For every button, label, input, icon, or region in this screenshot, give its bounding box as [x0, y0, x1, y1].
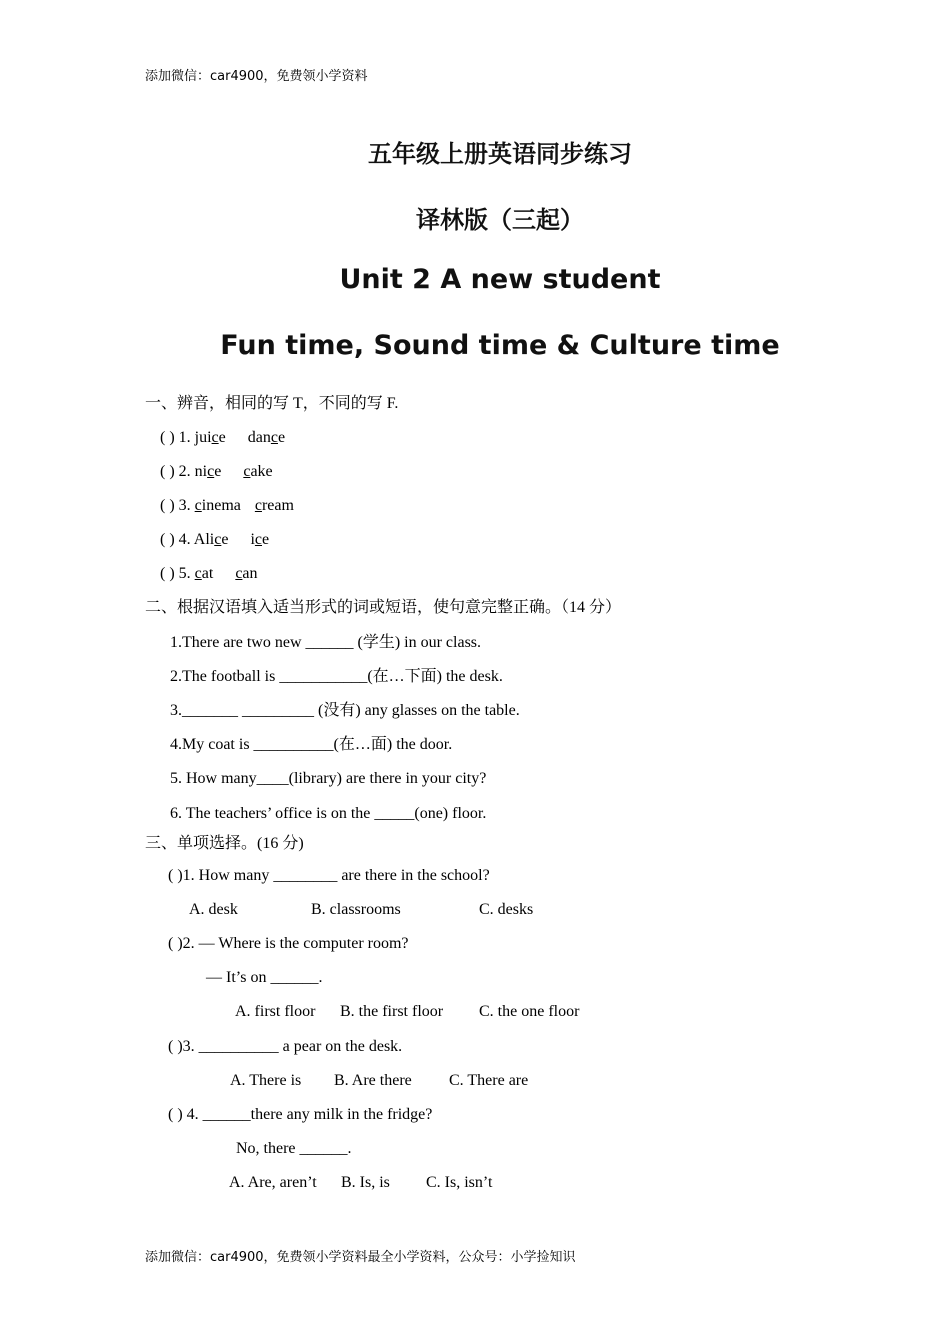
choice-question-2: ( )2. — Where is the computer room?	[168, 935, 409, 952]
worksheet-title: 五年级上册英语同步练习	[368, 140, 632, 168]
q3-option-b: B. Are there	[334, 1072, 412, 1089]
choice-question-4: ( ) 4. ______there any milk in the fridge?	[168, 1106, 433, 1123]
q3-option-a: A. There is	[230, 1072, 302, 1089]
q3-option-c: C. There are	[449, 1072, 529, 1089]
fill-item-4: 4.My coat is __________(在…面) the door.	[170, 736, 453, 753]
sound-item-3: ( ) 3. cinema cream	[160, 497, 294, 514]
fill-item-2: 2.The football is ___________(在…下面) the desk.	[170, 668, 503, 685]
q2-reply: — It’s on ______.	[206, 969, 323, 986]
sound-item-1: ( ) 1. juice dance	[160, 429, 286, 446]
fill-item-1: 1.There are two new ______ (学生) in our class.	[170, 634, 482, 651]
sound-item-4: ( ) 4. Alice ice	[160, 531, 270, 548]
sound-item-2: ( ) 2. nice cake	[160, 463, 273, 480]
q1-option-a: A. desk	[189, 901, 238, 918]
fill-item-5: 5. How many____(library) are there in your city?	[170, 770, 487, 787]
header-note: 添加微信：car4900，免费领小学资料	[145, 69, 368, 84]
fill-item-6: 6. The teachers’ office is on the _____(one) floor.	[170, 805, 487, 822]
q2-option-a: A. first floor	[235, 1003, 316, 1020]
q4-option-c: C. Is, isn’t	[426, 1174, 493, 1191]
unit-title: Unit 2 A new student	[339, 264, 661, 295]
footer-note: 添加微信：car4900，免费领小学资料最全小学资料，公众号：小学捡知识	[145, 1250, 576, 1265]
section1-heading: 一、辨音，相同的写 T，不同的写 F.	[145, 395, 399, 412]
choice-question-3: ( )3. __________ a pear on the desk.	[168, 1038, 403, 1055]
q2-option-b: B. the first floor	[340, 1003, 444, 1020]
q4-option-b: B. Is, is	[341, 1174, 390, 1191]
section3-heading: 三、单项选择。(16 分)	[145, 835, 304, 852]
q2-option-c: C. the one floor	[479, 1003, 580, 1020]
q1-option-c: C. desks	[479, 901, 534, 918]
q1-option-b: B. classrooms	[311, 901, 401, 918]
edition-title: 译林版（三起）	[416, 206, 584, 234]
choice-question-1: ( )1. How many ________ are there in the school?	[168, 867, 490, 884]
section2-heading: 二、根据汉语填入适当形式的词或短语，使句意完整正确。（14 分）	[145, 599, 622, 616]
q4-option-a: A. Are, aren’t	[229, 1174, 317, 1191]
fill-item-3: 3._______ _________ (没有) any glasses on the table.	[170, 702, 520, 719]
lesson-title: Fun time, Sound time & Culture time	[220, 330, 780, 361]
q4-reply: No, there ______.	[236, 1140, 352, 1157]
sound-item-5: ( ) 5. cat can	[160, 565, 258, 582]
